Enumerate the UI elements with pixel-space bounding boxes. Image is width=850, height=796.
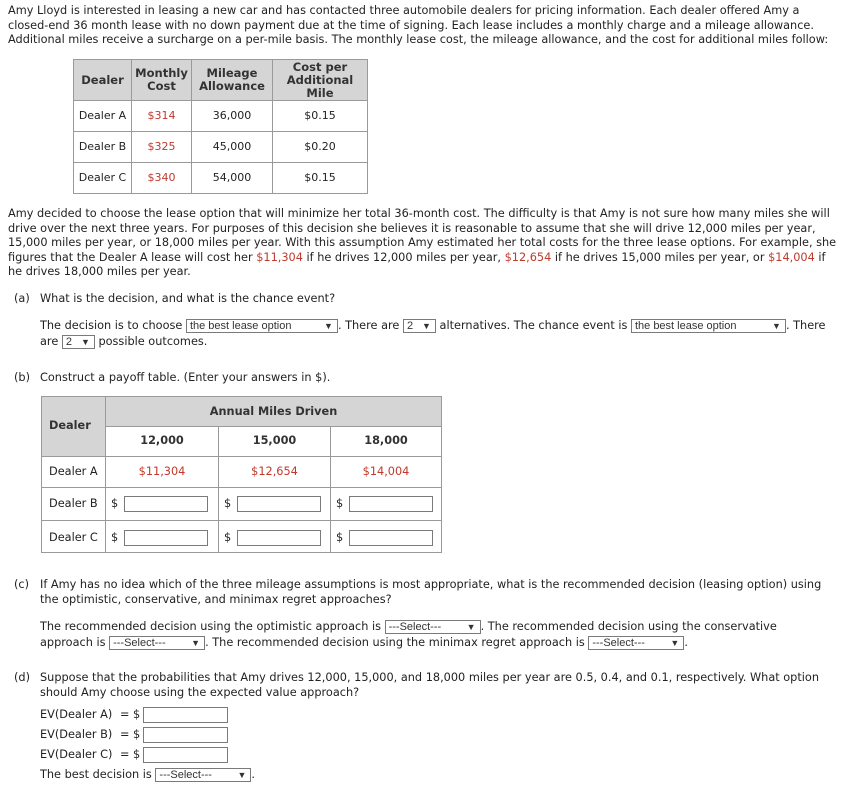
part-c-text-2: . The recommended decision using the conservative approach is [40,620,777,649]
scenario-value-18000: $14,004 [768,250,815,264]
outcomes-count-value: 2 [65,336,72,348]
alternatives-count-value: 2 [406,320,414,332]
chevron-down-icon: ▼ [80,337,90,347]
col-18000: 18,000 [364,434,408,447]
conservative-select-value: ---Select--- [113,637,166,649]
row-dealer-a: Dealer A [49,465,98,478]
monthly-cost: $314 [132,101,192,132]
row-dealer-c: Dealer C [49,531,98,544]
part-d-label: (d) [14,671,30,684]
currency-sign: $ [336,497,344,510]
currency-sign: $ [224,497,232,510]
intro-text: Amy Lloyd is interested in leasing a new car and has contacted three automobile dealers for pricing information. Each dealer offered Amy a closed-end 36 month lease with no down payment due at the time of signing. Each lease includes a monthly charge and a mileage allowance. Additional miles receive a surcharge on a per-mile basis. The monthly lease cost, the mileage allowance, and the cost for additional miles follow: [8,4,829,47]
best-decision-select-value: ---Select--- [159,769,212,781]
minimax-regret-select-value: ---Select--- [592,637,645,649]
ev-dealer-b-label: EV(Dealer B) [40,728,113,741]
part-a-text-1: The decision is to choose [40,319,183,332]
payoff-b-18000-input[interactable] [349,496,433,512]
ev-dealer-a-label: EV(Dealer A) [40,708,113,721]
col-header-monthly-cost: Monthly Cost [132,60,192,101]
decision-select-value: the best lease option [189,320,292,332]
chevron-down-icon: ▼ [191,638,201,648]
col-15000: 15,000 [252,434,297,447]
best-decision-text: The best decision is [40,768,152,781]
payoff-c-18000-input[interactable] [349,530,433,546]
part-b-label: (b) [14,371,30,384]
dealer-pricing-table [73,59,368,194]
col-header-cost-per-mile: Cost per Additional Mile [273,60,368,101]
part-c-answer: The recommended decision using the optimistic approach is ---Select--- ▼ . The recommended decision using the conservative approach is ---Select--- ▼ . The recommended decision using the minimax regret approach is ---Select--- ▼ . [40,620,777,649]
ev-dealer-c-eq: = $ [120,748,141,761]
ev-dealer-c-input[interactable] [143,747,228,763]
scenario-text [8,207,842,280]
best-decision-select[interactable] [155,768,251,782]
dealer-name: Dealer A [74,101,132,132]
chevron-down-icon: ▼ [466,622,476,632]
payoff-header-dealer: Dealer [49,419,91,432]
ev-dealer-a-input[interactable] [143,707,228,723]
part-b-question: Construct a payoff table. (Enter your answers in $). [40,371,331,384]
scenario-value-12000: $11,304 [256,250,303,264]
scenario-value-15000: $12,654 [504,250,552,264]
mileage-allowance: 36,000 [192,101,273,132]
payoff-b-15000-input[interactable] [237,496,321,512]
alternatives-count-select[interactable] [403,319,436,333]
chevron-down-icon: ▼ [772,321,781,331]
currency-sign: $ [336,531,344,544]
chevron-down-icon: ▼ [324,321,333,331]
best-decision-line: The best decision is ---Select--- ▼ . [40,768,255,781]
col-header-dealer: Dealer [74,60,132,101]
ev-dealer-a-eq: = $ [120,708,141,721]
optimistic-select[interactable] [385,620,481,634]
payoff-c-12000-input[interactable] [124,530,208,546]
annual-miles-header: Annual Miles Driven [209,405,338,418]
col-12000: 12,000 [140,434,184,447]
part-a-text-4: . There are [40,319,826,348]
chevron-down-icon: ▼ [237,770,247,780]
cost-per-mile: $0.15 [273,101,368,132]
part-c-label: (c) [14,578,30,591]
currency-sign: $ [224,531,232,544]
scenario-text-1: Amy decided to choose the lease option that will minimize her total 36-month cost. The difficulty is that Amy is not sure how many miles she will drive over the next three years. For purposes of this decision she believes it is reasonable to assume that she will drive 12,000 miles per year, 15,000 miles per year, or 18,000 miles per year. With this assumption Amy estimated her total costs for the three lease options. For example, she figures that the Dealer A lease will cost her [8,207,837,264]
payoff-b-12000-input[interactable] [124,496,208,512]
monthly-cost: $325 [132,132,192,163]
dealer-name: Dealer B [74,132,132,163]
part-a-answer [40,318,845,350]
dealer-name: Dealer C [74,163,132,194]
part-d-question: Suppose that the probabilities that Amy drives 12,000, 15,000, and 18,000 miles per year are 0.5, 0.4, and 0.1, respectively. What option should Amy choose using the expected value approach? [40,671,819,699]
payoff-a-18000: $14,004 [362,465,410,478]
decision-select[interactable] [186,319,338,333]
table-row [74,163,368,194]
cost-per-mile: $0.15 [273,163,368,194]
payoff-table [41,396,442,553]
cost-per-mile: $0.20 [273,132,368,163]
ev-dealer-b-input[interactable] [143,727,228,743]
mileage-allowance: 45,000 [192,132,273,163]
payoff-c-15000-input[interactable] [237,530,321,546]
payoff-a-12000: $11,304 [138,465,186,478]
part-a-text-2: . There are [337,319,400,332]
row-dealer-b: Dealer B [49,497,98,510]
conservative-select[interactable] [109,636,205,650]
chance-event-select[interactable] [631,319,786,333]
chance-event-select-value: the best lease option [634,320,737,332]
mileage-allowance: 54,000 [192,163,273,194]
optimistic-select-value: ---Select--- [388,621,442,633]
table-row [74,101,368,132]
table-row [74,132,368,163]
ev-dealer-b-eq: = $ [120,728,141,741]
part-c-question: If Amy has no idea which of the three mileage assumptions is most appropriate, what is the recommended decision (leasing option) using the optimistic, conservative, and minimax regret approaches? [40,578,822,606]
part-a-question: What is the decision, and what is the chance event? [40,292,336,305]
part-a-text-5: possible outcomes. [98,335,208,348]
scenario-text-4: if he drives 18,000 miles per year. [8,250,826,279]
part-a-text-3: alternatives. The chance event is [439,319,628,332]
part-c-text-1: The recommended decision using the optimistic approach is [40,620,381,633]
payoff-a-15000: $12,654 [251,465,298,478]
currency-sign: $ [111,531,119,544]
part-a-label: (a) [14,292,30,305]
chevron-down-icon: ▼ [670,638,680,648]
monthly-cost: $340 [132,163,192,194]
currency-sign: $ [111,497,119,510]
scenario-text-3: if he drives 15,000 miles per year, or [551,250,769,264]
chevron-down-icon: ▼ [422,321,431,331]
minimax-regret-select[interactable] [588,636,684,650]
scenario-text-2: if he drives 12,000 miles per year, [302,250,505,264]
col-header-mileage-allowance: Mileage Allowance [192,60,273,101]
outcomes-count-select[interactable] [62,335,95,349]
ev-dealer-c-label: EV(Dealer C) [40,748,113,761]
part-c-text-3: . The recommended decision using the minimax regret approach is [205,636,585,649]
